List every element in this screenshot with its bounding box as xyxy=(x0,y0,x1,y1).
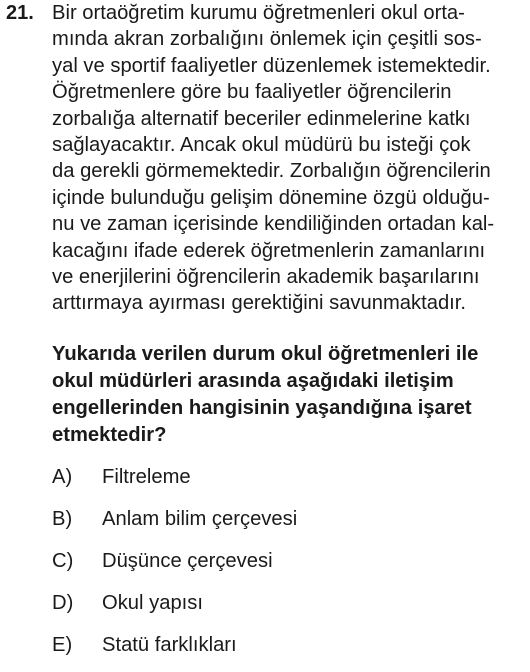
option-letter: D) xyxy=(52,592,74,614)
option-letter: A) xyxy=(52,466,73,488)
option-e[interactable] xyxy=(52,630,522,672)
option-c[interactable] xyxy=(52,546,522,588)
option-text: Filtreleme xyxy=(102,466,191,488)
option-a[interactable] xyxy=(52,462,522,504)
option-letter: C) xyxy=(52,550,74,572)
stem-line: ve enerjilerini öğrencilerin akademik başarılarını xyxy=(52,266,480,289)
prompt-line: etmektedir? xyxy=(52,424,167,446)
option-text: Düşünce çerçevesi xyxy=(102,550,273,572)
stem-line: Öğretmenlere göre bu faaliyetler öğrencilerin xyxy=(52,81,452,104)
option-letter: B) xyxy=(52,508,73,530)
answer-options xyxy=(52,462,522,672)
stem-line: zorbalığa alternatif beceriler edinmelerine katkı xyxy=(52,107,471,130)
option-text: Okul yapısı xyxy=(102,592,203,614)
stem-line: mında akran zorbalığını önlemek için çeşitli sos- xyxy=(52,28,482,51)
option-d[interactable] xyxy=(52,588,522,630)
stem-line: da gerekli görmemektedir. Zorbalığın öğrencilerin xyxy=(52,160,491,183)
prompt-line: Yukarıda verilen durum okul öğretmenleri ile xyxy=(52,343,479,365)
prompt-line: okul müdürleri arasında aşağıdaki iletişim xyxy=(52,370,454,392)
option-text: Anlam bilim çerçevesi xyxy=(102,508,298,530)
option-text: Statü farklıkları xyxy=(102,634,237,656)
prompt-line: engellerinden hangisinin yaşandığına işaret xyxy=(52,397,472,419)
stem-line: nu ve zaman içerisinde kendiliğinden ortadan kal- xyxy=(52,213,495,236)
stem-line: Bir ortaöğretim kurumu öğretmenleri okul orta- xyxy=(52,2,465,24)
question-stem xyxy=(52,0,524,317)
question-number: 21. xyxy=(6,2,34,24)
stem-line: sağlayacaktır. Ancak okul müdürü bu isteği çok xyxy=(52,134,471,157)
option-letter: E) xyxy=(52,634,73,656)
stem-line: yal ve sportif faaliyetler düzenlemek istemektedir. xyxy=(52,54,491,77)
option-b[interactable] xyxy=(52,504,522,546)
stem-line: kacağını ifade ederek öğretmenlerin zamanlarını xyxy=(52,239,486,262)
stem-line: içinde bulunduğu gelişim dönemine özgü olduğu- xyxy=(52,186,490,209)
stem-line: arttırmaya ayırması gerektiğini savunmaktadır. xyxy=(52,292,467,315)
question-prompt xyxy=(52,341,524,449)
